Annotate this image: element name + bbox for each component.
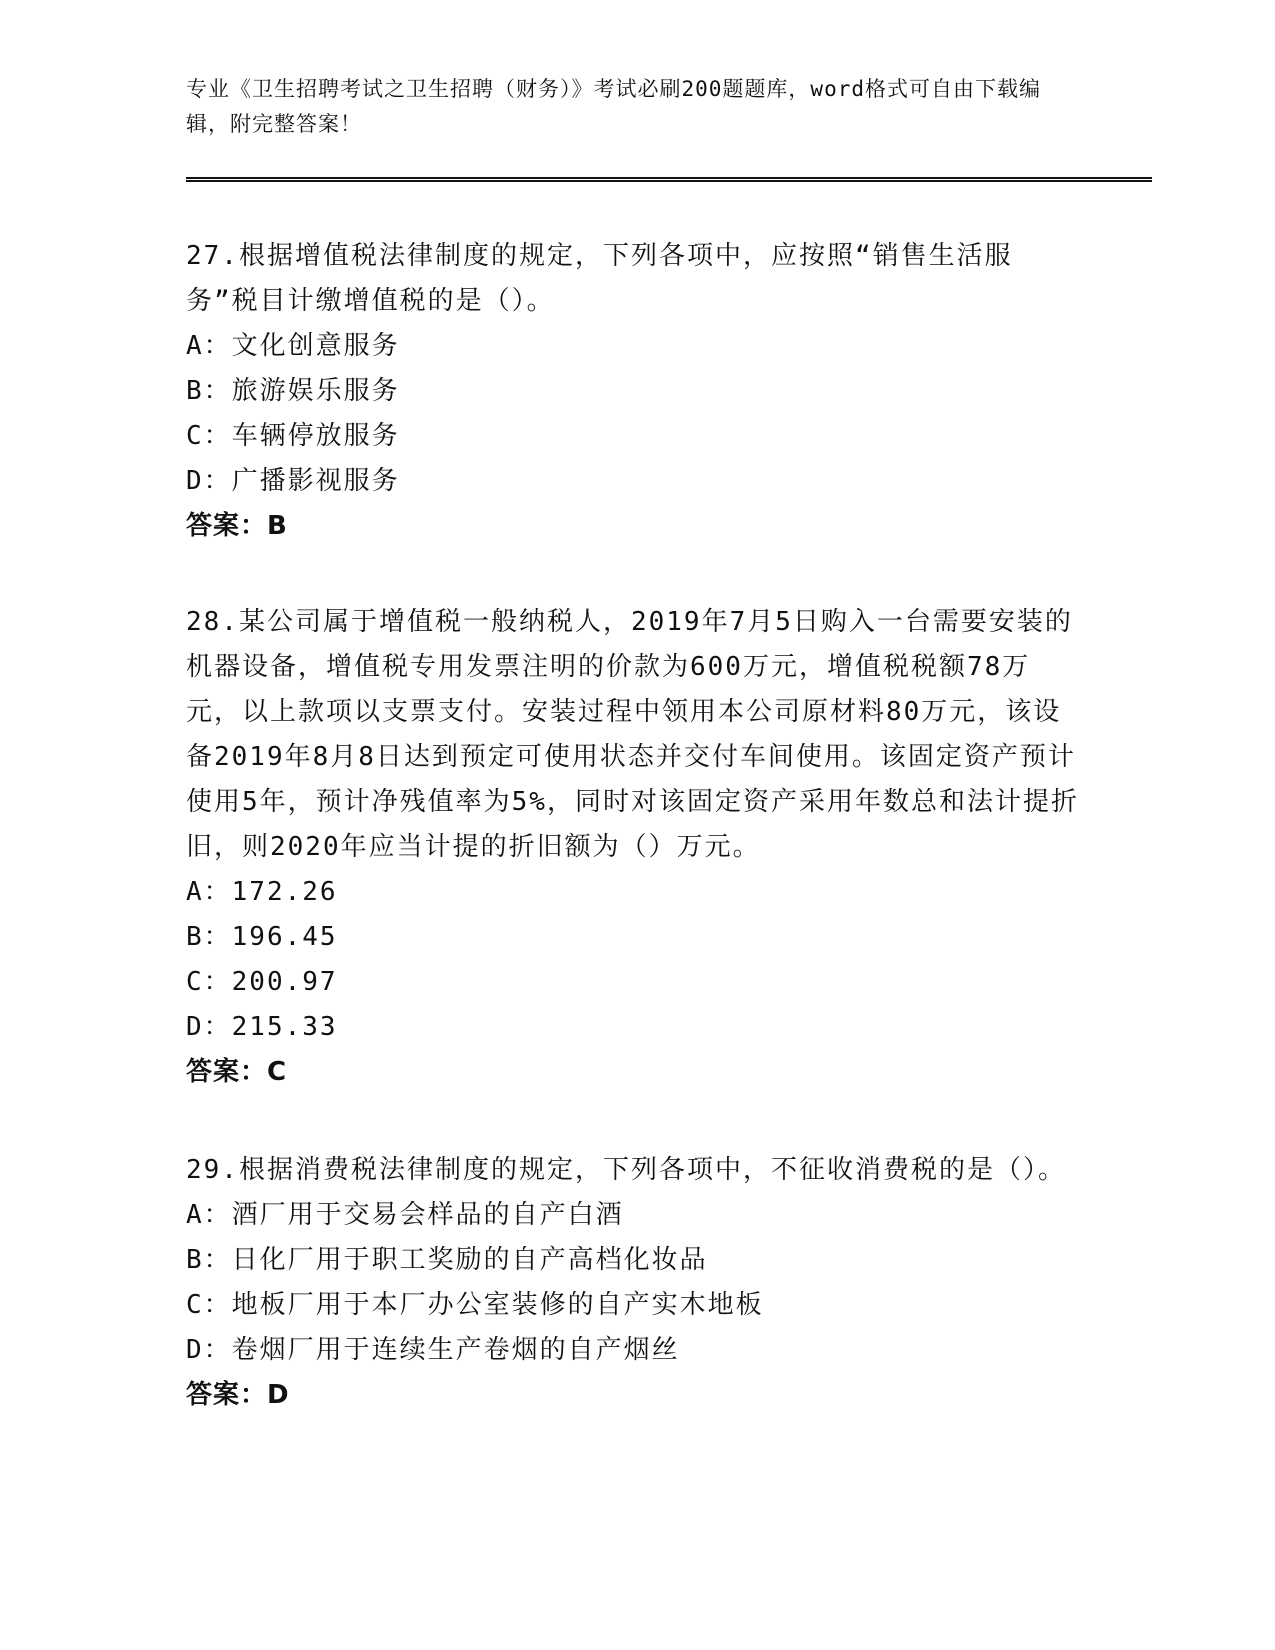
answer: 答案：D bbox=[186, 1380, 290, 1410]
option-d: D：卷烟厂用于连续生产卷烟的自产烟丝 bbox=[186, 1335, 680, 1365]
question-27 bbox=[186, 234, 1086, 549]
question-29 bbox=[186, 1148, 1086, 1418]
question-stem: 29.根据消费税法律制度的规定，下列各项中，不征收消费税的是（）。 bbox=[186, 1155, 1066, 1185]
option-b: B：旅游娱乐服务 bbox=[186, 376, 400, 406]
option-c: C：车辆停放服务 bbox=[186, 421, 400, 451]
answer: 答案：C bbox=[186, 1057, 288, 1087]
question-28 bbox=[186, 600, 1086, 1095]
option-c: C：200.97 bbox=[186, 967, 338, 997]
option-a: A：酒厂用于交易会样品的自产白酒 bbox=[186, 1200, 624, 1230]
header-divider bbox=[186, 177, 1152, 182]
option-c: C：地板厂用于本厂办公室装修的自产实木地板 bbox=[186, 1290, 764, 1320]
question-stem: 28.某公司属于增值税一般纳税人，2019年7月5日购入一台需要安装的机器设备，增值税专用发票注明的价款为600万元，增值税税额78万元，以上款项以支票支付。安装过程中领用本公司原材料80万元，该设备2019年8月8日达到预定可使用状态并交付车间使用。该固定资产预计使用5年，预计净残值率为5%，同时对该固定资产采用年数总和法计提折旧，则2020年应当计提的折旧额为（）万元。 bbox=[186, 607, 1079, 862]
answer: 答案：B bbox=[186, 511, 288, 541]
option-b: B：日化厂用于职工奖励的自产高档化妆品 bbox=[186, 1245, 708, 1275]
option-d: D：广播影视服务 bbox=[186, 466, 400, 496]
option-b: B：196.45 bbox=[186, 922, 338, 952]
question-stem: 27.根据增值税法律制度的规定，下列各项中，应按照“销售生活服务”税目计缴增值税的是（）。 bbox=[186, 241, 1013, 316]
document-header: 专业《卫生招聘考试之卫生招聘（财务）》考试必刷200题题库，word格式可自由下载编辑，附完整答案！ bbox=[186, 77, 1041, 136]
option-d: D：215.33 bbox=[186, 1012, 338, 1042]
option-a: A：文化创意服务 bbox=[186, 331, 400, 361]
option-a: A：172.26 bbox=[186, 877, 338, 907]
